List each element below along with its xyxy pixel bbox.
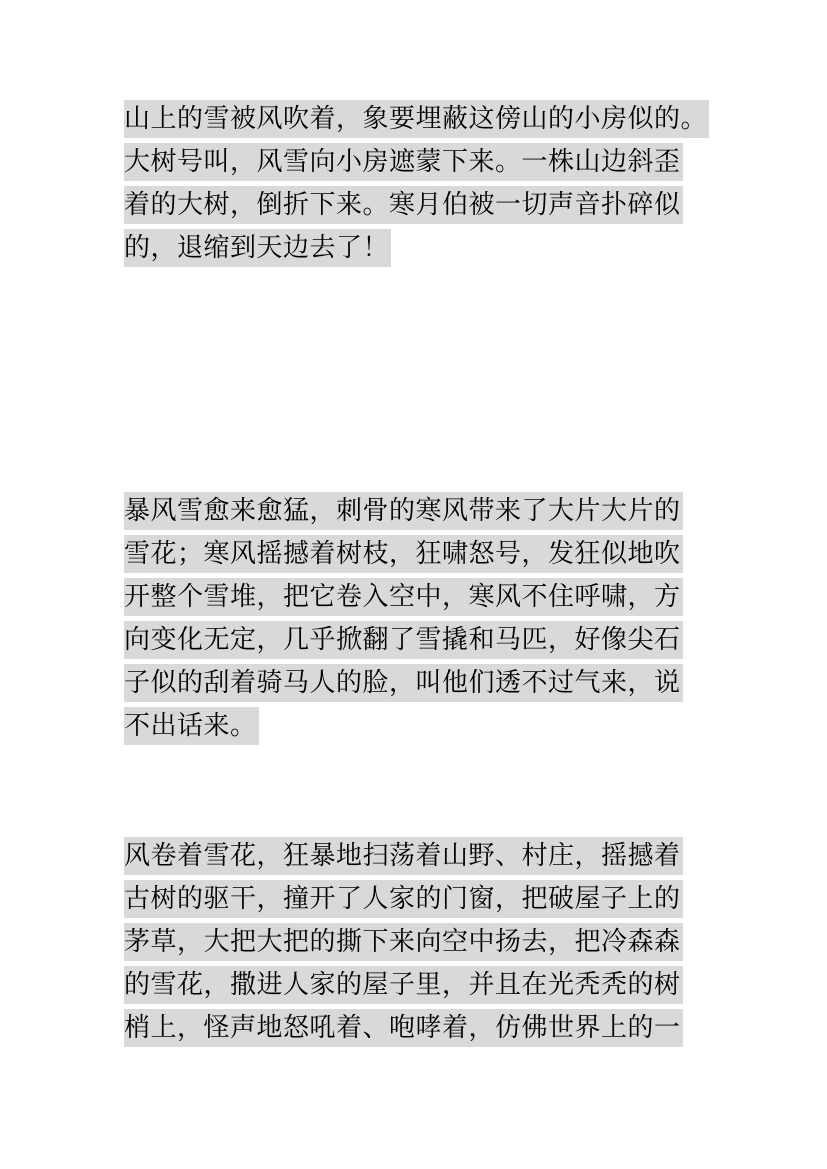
highlighted-text: 的雪花，撒进人家的屋子里，并且在光秃秃的树 (124, 966, 683, 1004)
text-line (124, 1009, 704, 1052)
paragraph-1 (124, 100, 708, 272)
text-line (124, 186, 704, 229)
text-line (124, 100, 708, 143)
paragraph-3 (124, 837, 704, 1052)
highlighted-text: 大树号叫，风雪向小房遮蒙下来。一株山边斜歪 (124, 143, 683, 181)
text-line (124, 966, 704, 1009)
highlighted-text: 向变化无定，几乎掀翻了雪撬和马匹，好像尖石 (124, 621, 683, 659)
highlighted-text: 梢上，怪声地怒吼着、咆哮着，仿佛世界上的一 (124, 1009, 683, 1047)
highlighted-text: 山上的雪被风吹着，象要埋蔽这傍山的小房似的。 (124, 100, 709, 138)
highlighted-text: 风卷着雪花，狂暴地扫荡着山野、村庄，摇撼着 (124, 837, 683, 875)
text-line (124, 578, 704, 621)
highlighted-text: 的，退缩到天边去了！ (124, 229, 391, 267)
text-line (124, 880, 704, 923)
highlighted-text: 古树的驱干，撞开了人家的门窗，把破屋子上的 (124, 880, 683, 918)
highlighted-text: 不出话来。 (124, 707, 259, 745)
text-line (124, 535, 704, 578)
text-line (124, 621, 704, 664)
text-line (124, 143, 704, 186)
highlighted-text: 暴风雪愈来愈猛，刺骨的寒风带来了大片大片的 (124, 492, 683, 530)
text-line (124, 707, 704, 750)
highlighted-text: 茅草，大把大把的撕下来向空中扬去，把冷森森 (124, 923, 683, 961)
text-line (124, 923, 704, 966)
highlighted-text: 子似的刮着骑马人的脸，叫他们透不过气来，说 (124, 664, 683, 702)
paragraph-2 (124, 492, 704, 750)
highlighted-text: 着的大树，倒折下来。寒月伯被一切声音扑碎似 (124, 186, 683, 224)
text-line (124, 492, 704, 535)
highlighted-text: 开整个雪堆，把它卷入空中，寒风不住呼啸，方 (124, 578, 683, 616)
highlighted-text: 雪花；寒风摇撼着树枝，狂啸怒号，发狂似地吹 (124, 535, 683, 573)
text-line (124, 229, 704, 272)
text-line (124, 837, 704, 880)
text-line (124, 664, 704, 707)
